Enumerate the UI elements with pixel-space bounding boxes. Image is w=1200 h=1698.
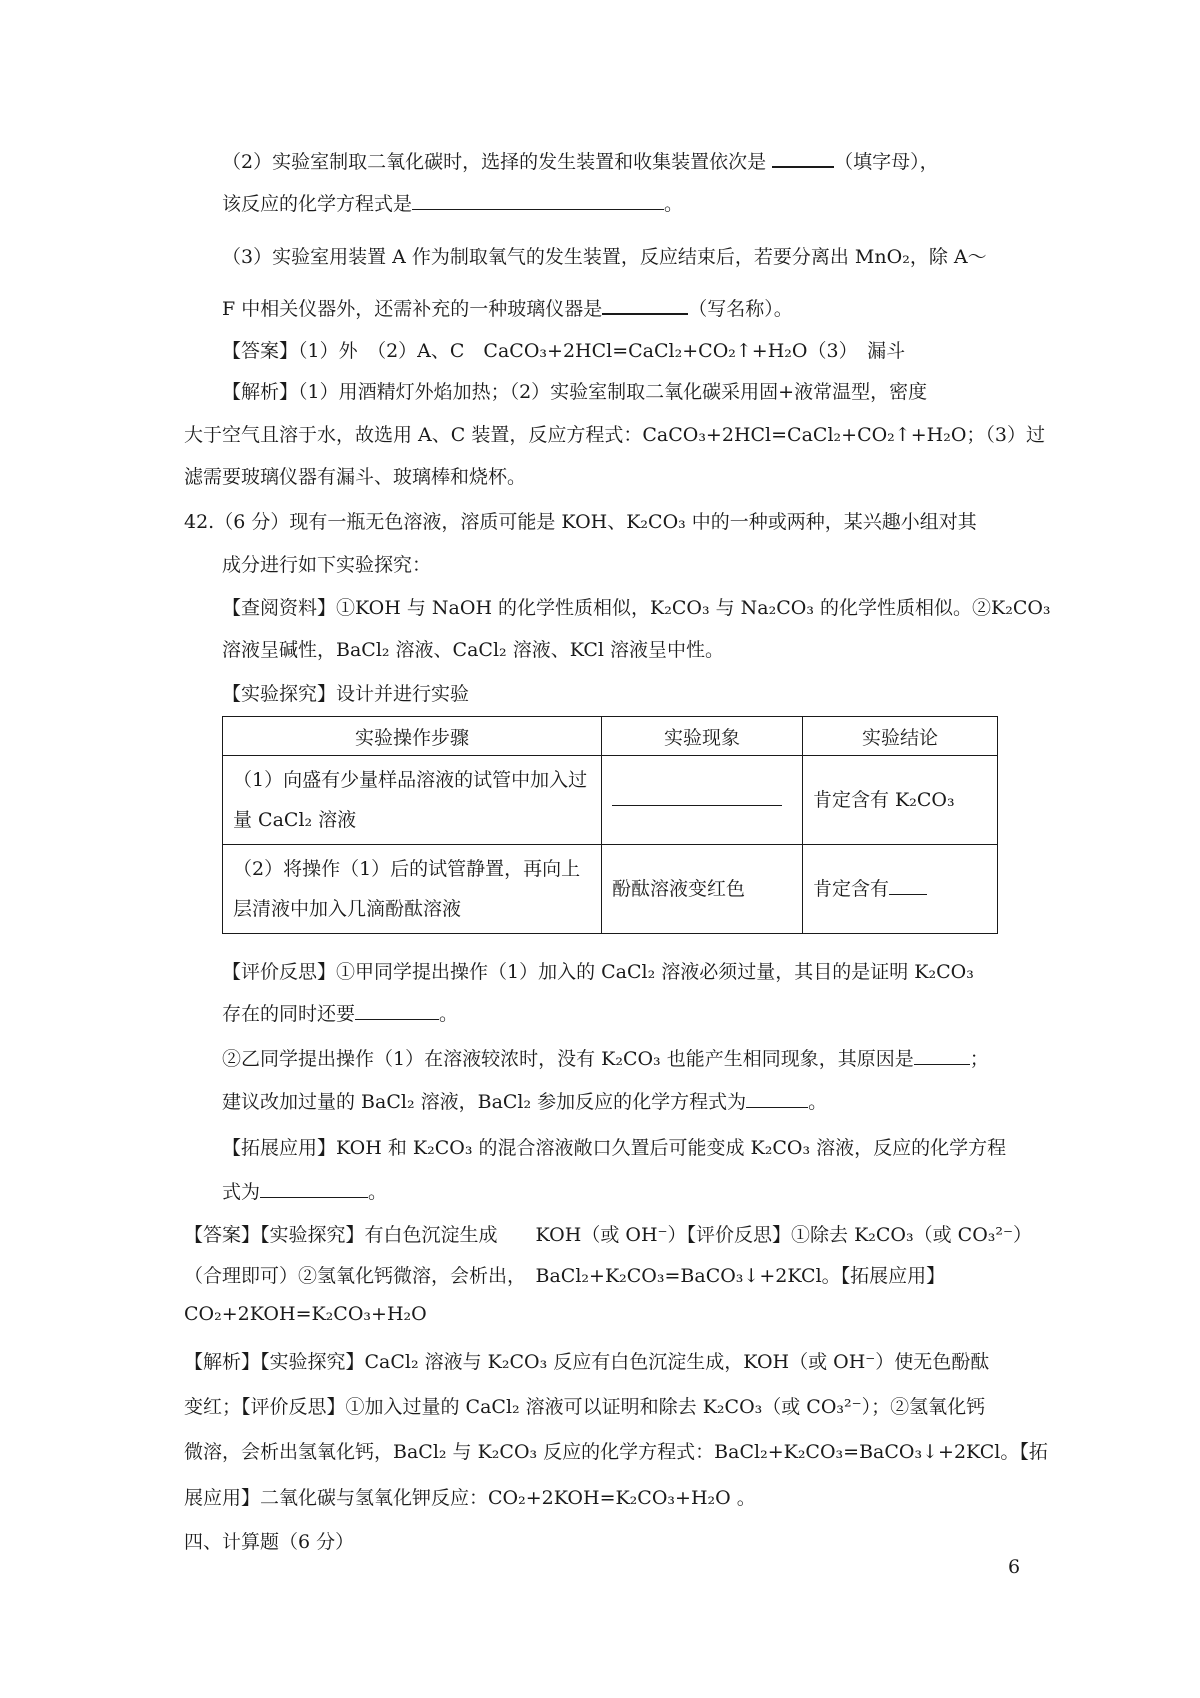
text-line: 该反应的化学方程式是 。 xyxy=(222,193,684,215)
table-header-row xyxy=(223,717,998,756)
text-line: 【查阅资料】①KOH 与 NaOH 的化学性质相似，K₂CO₃ 与 Na₂CO₃ 的化学性质相似。②K₂CO₃ xyxy=(222,597,1051,619)
table-cell-conclusion: 肯定含有 K₂CO₃ xyxy=(803,756,998,845)
answer-blank xyxy=(412,191,664,210)
answer-blank xyxy=(355,1001,439,1020)
table-header: 实验操作步骤 xyxy=(223,717,602,756)
table-header: 实验现象 xyxy=(602,717,803,756)
text-line: 【评价反思】①甲同学提出操作（1）加入的 CaCl₂ 溶液必须过量，其目的是证明 K₂CO₃ xyxy=(222,961,974,983)
table-cell-phenomenon: 酚酞溶液变红色 xyxy=(602,845,803,934)
text-line: F 中相关仪器外，还需补充的一种玻璃仪器是 （写名称）。 xyxy=(222,295,793,323)
table-cell-step: （1）向盛有少量样品溶液的试管中加入过量 CaCl₂ 溶液 xyxy=(223,756,602,845)
answer-line: 【答案】【实验探究】有白色沉淀生成 KOH（或 OH⁻）【评价反思】①除去 K₂CO₃（或 CO₃²⁻） xyxy=(184,1224,1033,1246)
answer-line: （合理即可）②氢氧化钙微溶，会析出， BaCl₂+K₂CO₃=BaCO₃↓+2KCl。【拓展应用】 xyxy=(184,1265,946,1287)
text-line: （2）实验室制取二氧化碳时，选择的发生装置和收集装置依次是 （填字母）， xyxy=(222,148,939,176)
table-row xyxy=(223,845,998,934)
experiment-table xyxy=(222,716,998,934)
text-line: 溶液呈碱性，BaCl₂ 溶液、CaCl₂ 溶液、KCl 溶液呈中性。 xyxy=(222,639,725,661)
table-row xyxy=(223,756,998,845)
answer-blank xyxy=(914,1046,970,1065)
analysis-line: 滤需要玻璃仪器有漏斗、玻璃棒和烧杯。 xyxy=(184,466,527,488)
answer-blank xyxy=(602,295,688,315)
table-cell-phenomenon xyxy=(602,756,803,845)
analysis-line: 变红；【评价反思】①加入过量的 CaCl₂ 溶液可以证明和除去 K₂CO₃（或 CO₃²⁻）；②氢氧化钙 xyxy=(184,1396,986,1418)
table-cell-conclusion: 肯定含有 xyxy=(803,845,998,934)
table-header: 实验结论 xyxy=(803,717,998,756)
analysis-line: 【解析】（1）用酒精灯外焰加热；（2）实验室制取二氧化碳采用固+液常温型，密度 xyxy=(222,381,928,403)
answer-blank xyxy=(612,787,782,806)
answer-line: 【答案】（1）外 （2）A、C CaCO₃+2HCl=CaCl₂+CO₂↑+H₂O（3） 漏斗 xyxy=(222,340,906,362)
analysis-line: 微溶，会析出氢氧化钙，BaCl₂ 与 K₂CO₃ 反应的化学方程式：BaCl₂+K₂CO₃=BaCO₃↓+2KCl。【拓 xyxy=(184,1441,1048,1463)
text-line: （3）实验室用装置 A 作为制取氧气的发生装置，反应结束后，若要分离出 MnO₂，除 A～ xyxy=(222,246,987,268)
analysis-line: 展应用】二氧化碳与氢氧化钾反应：CO₂+2KOH=K₂CO₃+H₂O 。 xyxy=(184,1487,756,1509)
table-cell-step: （2）将操作（1）后的试管静置，再向上层清液中加入几滴酚酞溶液 xyxy=(223,845,602,934)
answer-blank xyxy=(772,148,834,168)
text-line: 建议改加过量的 BaCl₂ 溶液，BaCl₂ 参加反应的化学方程式为 。 xyxy=(222,1091,828,1113)
analysis-line: 大于空气且溶于水，故选用 A、C 装置，反应方程式：CaCO₃+2HCl=CaCl₂+CO₂↑+H₂O；（3）过 xyxy=(184,424,1045,446)
text-line: 存在的同时还要 。 xyxy=(222,1003,459,1025)
answer-line: CO₂+2KOH=K₂CO₃+H₂O xyxy=(184,1303,427,1325)
text-line: 【实验探究】设计并进行实验 xyxy=(222,683,470,705)
answer-blank xyxy=(746,1089,808,1108)
text-line: 【拓展应用】KOH 和 K₂CO₃ 的混合溶液敞口久置后可能变成 K₂CO₃ 溶液，反应的化学方程 xyxy=(222,1137,1007,1159)
page-number: 6 xyxy=(1008,1556,1021,1578)
analysis-line: 【解析】【实验探究】CaCl₂ 溶液与 K₂CO₃ 反应有白色沉淀生成，KOH（或 OH⁻）使无色酚酞 xyxy=(184,1351,990,1373)
text-line: 成分进行如下实验探究： xyxy=(222,554,432,576)
text-line: 式为 。 xyxy=(222,1181,388,1203)
text-line: ②乙同学提出操作（1）在溶液较浓时，没有 K₂CO₃ 也能产生相同现象，其原因是 ； xyxy=(222,1048,989,1070)
question-title: 42.（6 分）现有一瓶无色溶液，溶质可能是 KOH、K₂CO₃ 中的一种或两种，某兴趣小组对其 xyxy=(184,511,977,533)
section-heading: 四、计算题（6 分） xyxy=(184,1531,355,1553)
answer-blank xyxy=(260,1179,368,1198)
answer-blank xyxy=(889,876,927,895)
